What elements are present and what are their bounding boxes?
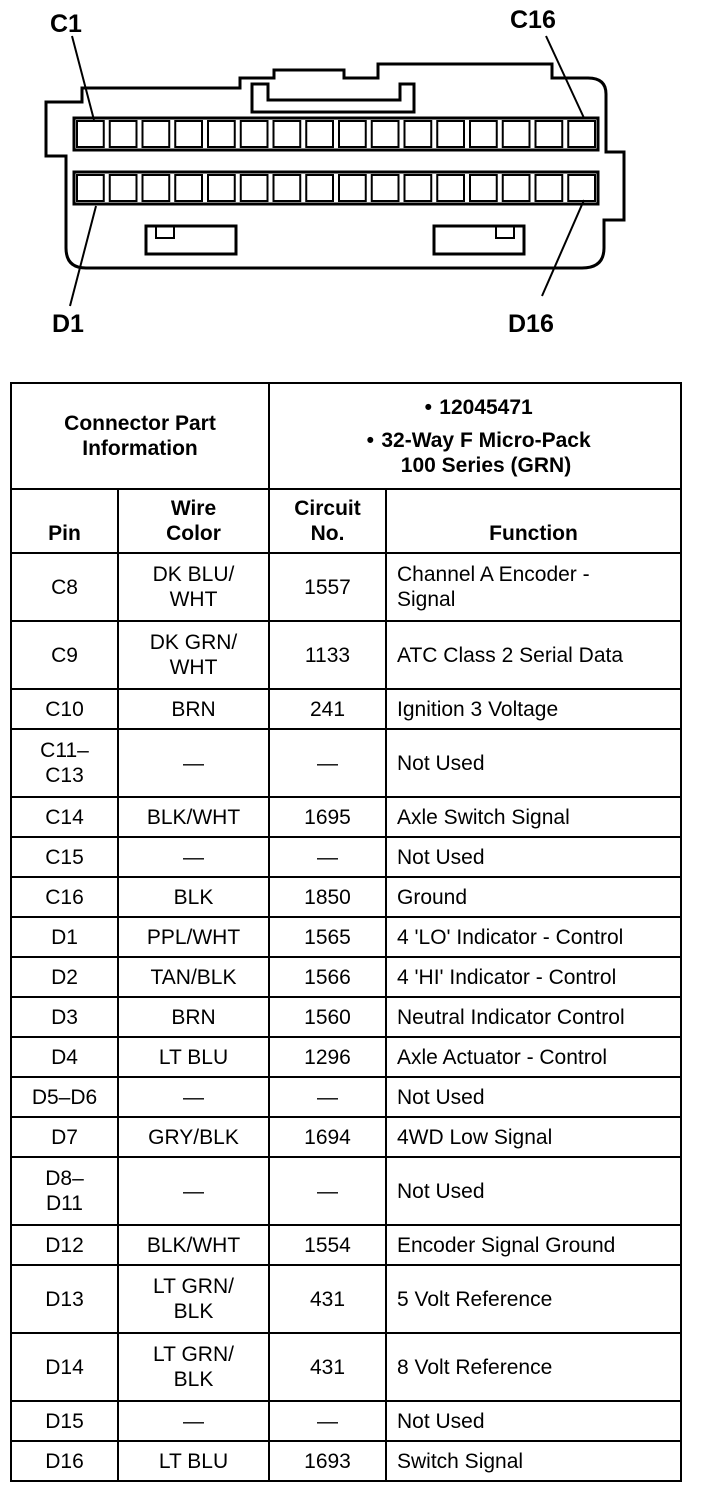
key-tab-left	[146, 226, 236, 254]
cavity-d2	[110, 175, 137, 201]
function-cell: 8 Volt Reference	[386, 1333, 681, 1401]
function-cell: Switch Signal	[386, 1441, 681, 1481]
circuit-cell: 1566	[269, 957, 386, 997]
key-tab-right	[434, 226, 524, 254]
cavity-d15	[536, 175, 563, 201]
circuit-cell: —	[269, 1077, 386, 1117]
circuit-cell: —	[269, 1401, 386, 1441]
cavity-c5	[208, 121, 235, 147]
table-row	[11, 917, 681, 957]
table-row	[11, 1117, 681, 1157]
connector-housing	[46, 64, 624, 268]
circuit-cell: 1565	[269, 917, 386, 957]
circuit-cell: —	[269, 1157, 386, 1225]
leader-line-c1	[72, 36, 94, 120]
table-row	[11, 1441, 681, 1481]
function-cell: Ground	[386, 877, 681, 917]
label-c1: C1	[50, 10, 82, 38]
function-cell: Channel A Encoder - Signal	[386, 553, 681, 621]
function-cell: 5 Volt Reference	[386, 1265, 681, 1333]
key-tab-right-notch	[496, 226, 514, 238]
cavity-d3	[143, 175, 170, 201]
table-row	[11, 1333, 681, 1401]
cavity-row-d	[74, 172, 598, 204]
table-row	[11, 1037, 681, 1077]
table-row	[11, 1265, 681, 1333]
cavity-d14	[503, 175, 530, 201]
label-c16: C16	[510, 6, 556, 34]
wire-color-cell: DK BLU/ WHT	[118, 553, 269, 621]
table-row	[11, 1225, 681, 1265]
circuit-cell: 1694	[269, 1117, 386, 1157]
wire-color-cell: —	[118, 729, 269, 797]
cavity-c16	[568, 121, 595, 147]
circuit-cell: 1850	[269, 877, 386, 917]
cavity-c4	[175, 121, 202, 147]
table-row	[11, 729, 681, 797]
pin-cell: D1	[11, 917, 118, 957]
bullet-icon: •	[424, 395, 432, 419]
circuit-cell: 1557	[269, 553, 386, 621]
table-row	[11, 957, 681, 997]
cavity-c6	[241, 121, 268, 147]
function-cell: Neutral Indicator Control	[386, 997, 681, 1037]
wire-color-cell: BRN	[118, 689, 269, 729]
cavity-d6	[241, 175, 268, 201]
table-row	[11, 621, 681, 689]
cavity-c3	[143, 121, 170, 147]
function-cell: Not Used	[386, 729, 681, 797]
cavity-d16	[568, 175, 595, 201]
cavity-d11	[405, 175, 432, 201]
circuit-cell: 1133	[269, 621, 386, 689]
wire-color-cell: PPL/WHT	[118, 917, 269, 957]
function-cell: Ignition 3 Voltage	[386, 689, 681, 729]
wire-color-cell: DK GRN/ WHT	[118, 621, 269, 689]
table-row	[11, 997, 681, 1037]
leader-line-d1	[70, 206, 96, 306]
label-d16: D16	[508, 310, 554, 338]
function-cell: Axle Switch Signal	[386, 797, 681, 837]
c-row-frame	[74, 118, 598, 150]
wire-color-cell: TAN/BLK	[118, 957, 269, 997]
connector-part-info-values	[269, 383, 681, 489]
pin-cell: C9	[11, 621, 118, 689]
circuit-cell: 431	[269, 1265, 386, 1333]
cavity-c9	[339, 121, 366, 147]
circuit-cell: 1560	[269, 997, 386, 1037]
connector-info-row	[11, 383, 681, 489]
wire-color-cell: LT GRN/ BLK	[118, 1265, 269, 1333]
function-cell: 4 'LO' Indicator - Control	[386, 917, 681, 957]
wire-color-cell: LT BLU	[118, 1037, 269, 1077]
cavity-d7	[274, 175, 301, 201]
cavity-c13	[470, 121, 497, 147]
wire-color-cell: —	[118, 837, 269, 877]
circuit-cell: 1554	[269, 1225, 386, 1265]
cavity-c12	[437, 121, 464, 147]
table-row	[11, 877, 681, 917]
pin-cell: D16	[11, 1441, 118, 1481]
wire-color-cell: BLK/WHT	[118, 797, 269, 837]
header-wire-color: Wire Color	[118, 489, 269, 553]
function-cell: Encoder Signal Ground	[386, 1225, 681, 1265]
key-tab-left-notch	[156, 226, 174, 238]
table-row	[11, 1401, 681, 1441]
cavity-d9	[339, 175, 366, 201]
connector-description-line1: 32-Way F Micro-Pack	[381, 428, 591, 452]
pin-cell: C16	[11, 877, 118, 917]
cavity-c14	[503, 121, 530, 147]
function-cell: Not Used	[386, 1157, 681, 1225]
cavity-d12	[437, 175, 464, 201]
header-pin: Pin	[11, 489, 118, 553]
pin-cell: D15	[11, 1401, 118, 1441]
wire-color-cell: GRY/BLK	[118, 1117, 269, 1157]
function-cell: Axle Actuator - Control	[386, 1037, 681, 1077]
cavity-d1	[77, 175, 104, 201]
wire-color-cell: LT BLU	[118, 1441, 269, 1481]
table-row	[11, 1157, 681, 1225]
cavity-d13	[470, 175, 497, 201]
circuit-cell: —	[269, 837, 386, 877]
pin-cell: C15	[11, 837, 118, 877]
wire-color-cell: —	[118, 1401, 269, 1441]
cavity-c8	[306, 121, 333, 147]
cavity-c11	[405, 121, 432, 147]
circuit-cell: 1695	[269, 797, 386, 837]
circuit-cell: 1693	[269, 1441, 386, 1481]
table-row	[11, 837, 681, 877]
function-cell: 4WD Low Signal	[386, 1117, 681, 1157]
connector-description-line2: 100 Series (GRN)	[400, 453, 572, 477]
cavity-c7	[274, 121, 301, 147]
function-cell: Not Used	[386, 1077, 681, 1117]
header-circuit-no: Circuit No.	[269, 489, 386, 553]
circuit-cell: —	[269, 729, 386, 797]
cavity-d8	[306, 175, 333, 201]
pin-cell: C10	[11, 689, 118, 729]
circuit-cell: 431	[269, 1333, 386, 1401]
wire-color-cell: BRN	[118, 997, 269, 1037]
pin-cell: D5–D6	[11, 1077, 118, 1117]
bullet-icon: •	[366, 428, 375, 452]
connector-pin-table	[10, 382, 682, 1482]
connector-latch	[252, 84, 414, 112]
pin-cell: D3	[11, 997, 118, 1037]
cavity-d4	[175, 175, 202, 201]
wire-color-cell: LT GRN/ BLK	[118, 1333, 269, 1401]
pin-cell: C14	[11, 797, 118, 837]
label-d1: D1	[52, 310, 84, 338]
part-number: 12045471	[439, 395, 533, 419]
table-header-row	[11, 489, 681, 553]
cavity-c2	[110, 121, 137, 147]
wire-color-cell: —	[118, 1077, 269, 1117]
connector-part-info-label: Connector Part Information	[11, 383, 269, 489]
pin-cell: C8	[11, 553, 118, 621]
cavity-d10	[372, 175, 399, 201]
table-row	[11, 689, 681, 729]
pin-cell: D2	[11, 957, 118, 997]
leader-line-d16	[542, 200, 584, 296]
circuit-cell: 241	[269, 689, 386, 729]
pin-cell: D7	[11, 1117, 118, 1157]
pin-cell: D4	[11, 1037, 118, 1077]
cavity-c15	[536, 121, 563, 147]
pin-cell: D13	[11, 1265, 118, 1333]
cavity-c10	[372, 121, 399, 147]
wire-color-cell: —	[118, 1157, 269, 1225]
wire-color-cell: BLK	[118, 877, 269, 917]
wire-color-cell: BLK/WHT	[118, 1225, 269, 1265]
connector-diagram	[0, 0, 704, 372]
circuit-cell: 1296	[269, 1037, 386, 1077]
table-row	[11, 553, 681, 621]
function-cell: Not Used	[386, 837, 681, 877]
function-cell: Not Used	[386, 1401, 681, 1441]
header-function: Function	[386, 489, 681, 553]
pin-cell: C11– C13	[11, 729, 118, 797]
table-row	[11, 1077, 681, 1117]
table-row	[11, 797, 681, 837]
cavity-d5	[208, 175, 235, 201]
cavity-c1	[77, 121, 104, 147]
pin-cell: D14	[11, 1333, 118, 1401]
pin-cell: D12	[11, 1225, 118, 1265]
cavity-row-c	[74, 118, 598, 150]
pin-cell: D8– D11	[11, 1157, 118, 1225]
d-row-frame	[74, 172, 598, 204]
function-cell: 4 'HI' Indicator - Control	[386, 957, 681, 997]
function-cell: ATC Class 2 Serial Data	[386, 621, 681, 689]
